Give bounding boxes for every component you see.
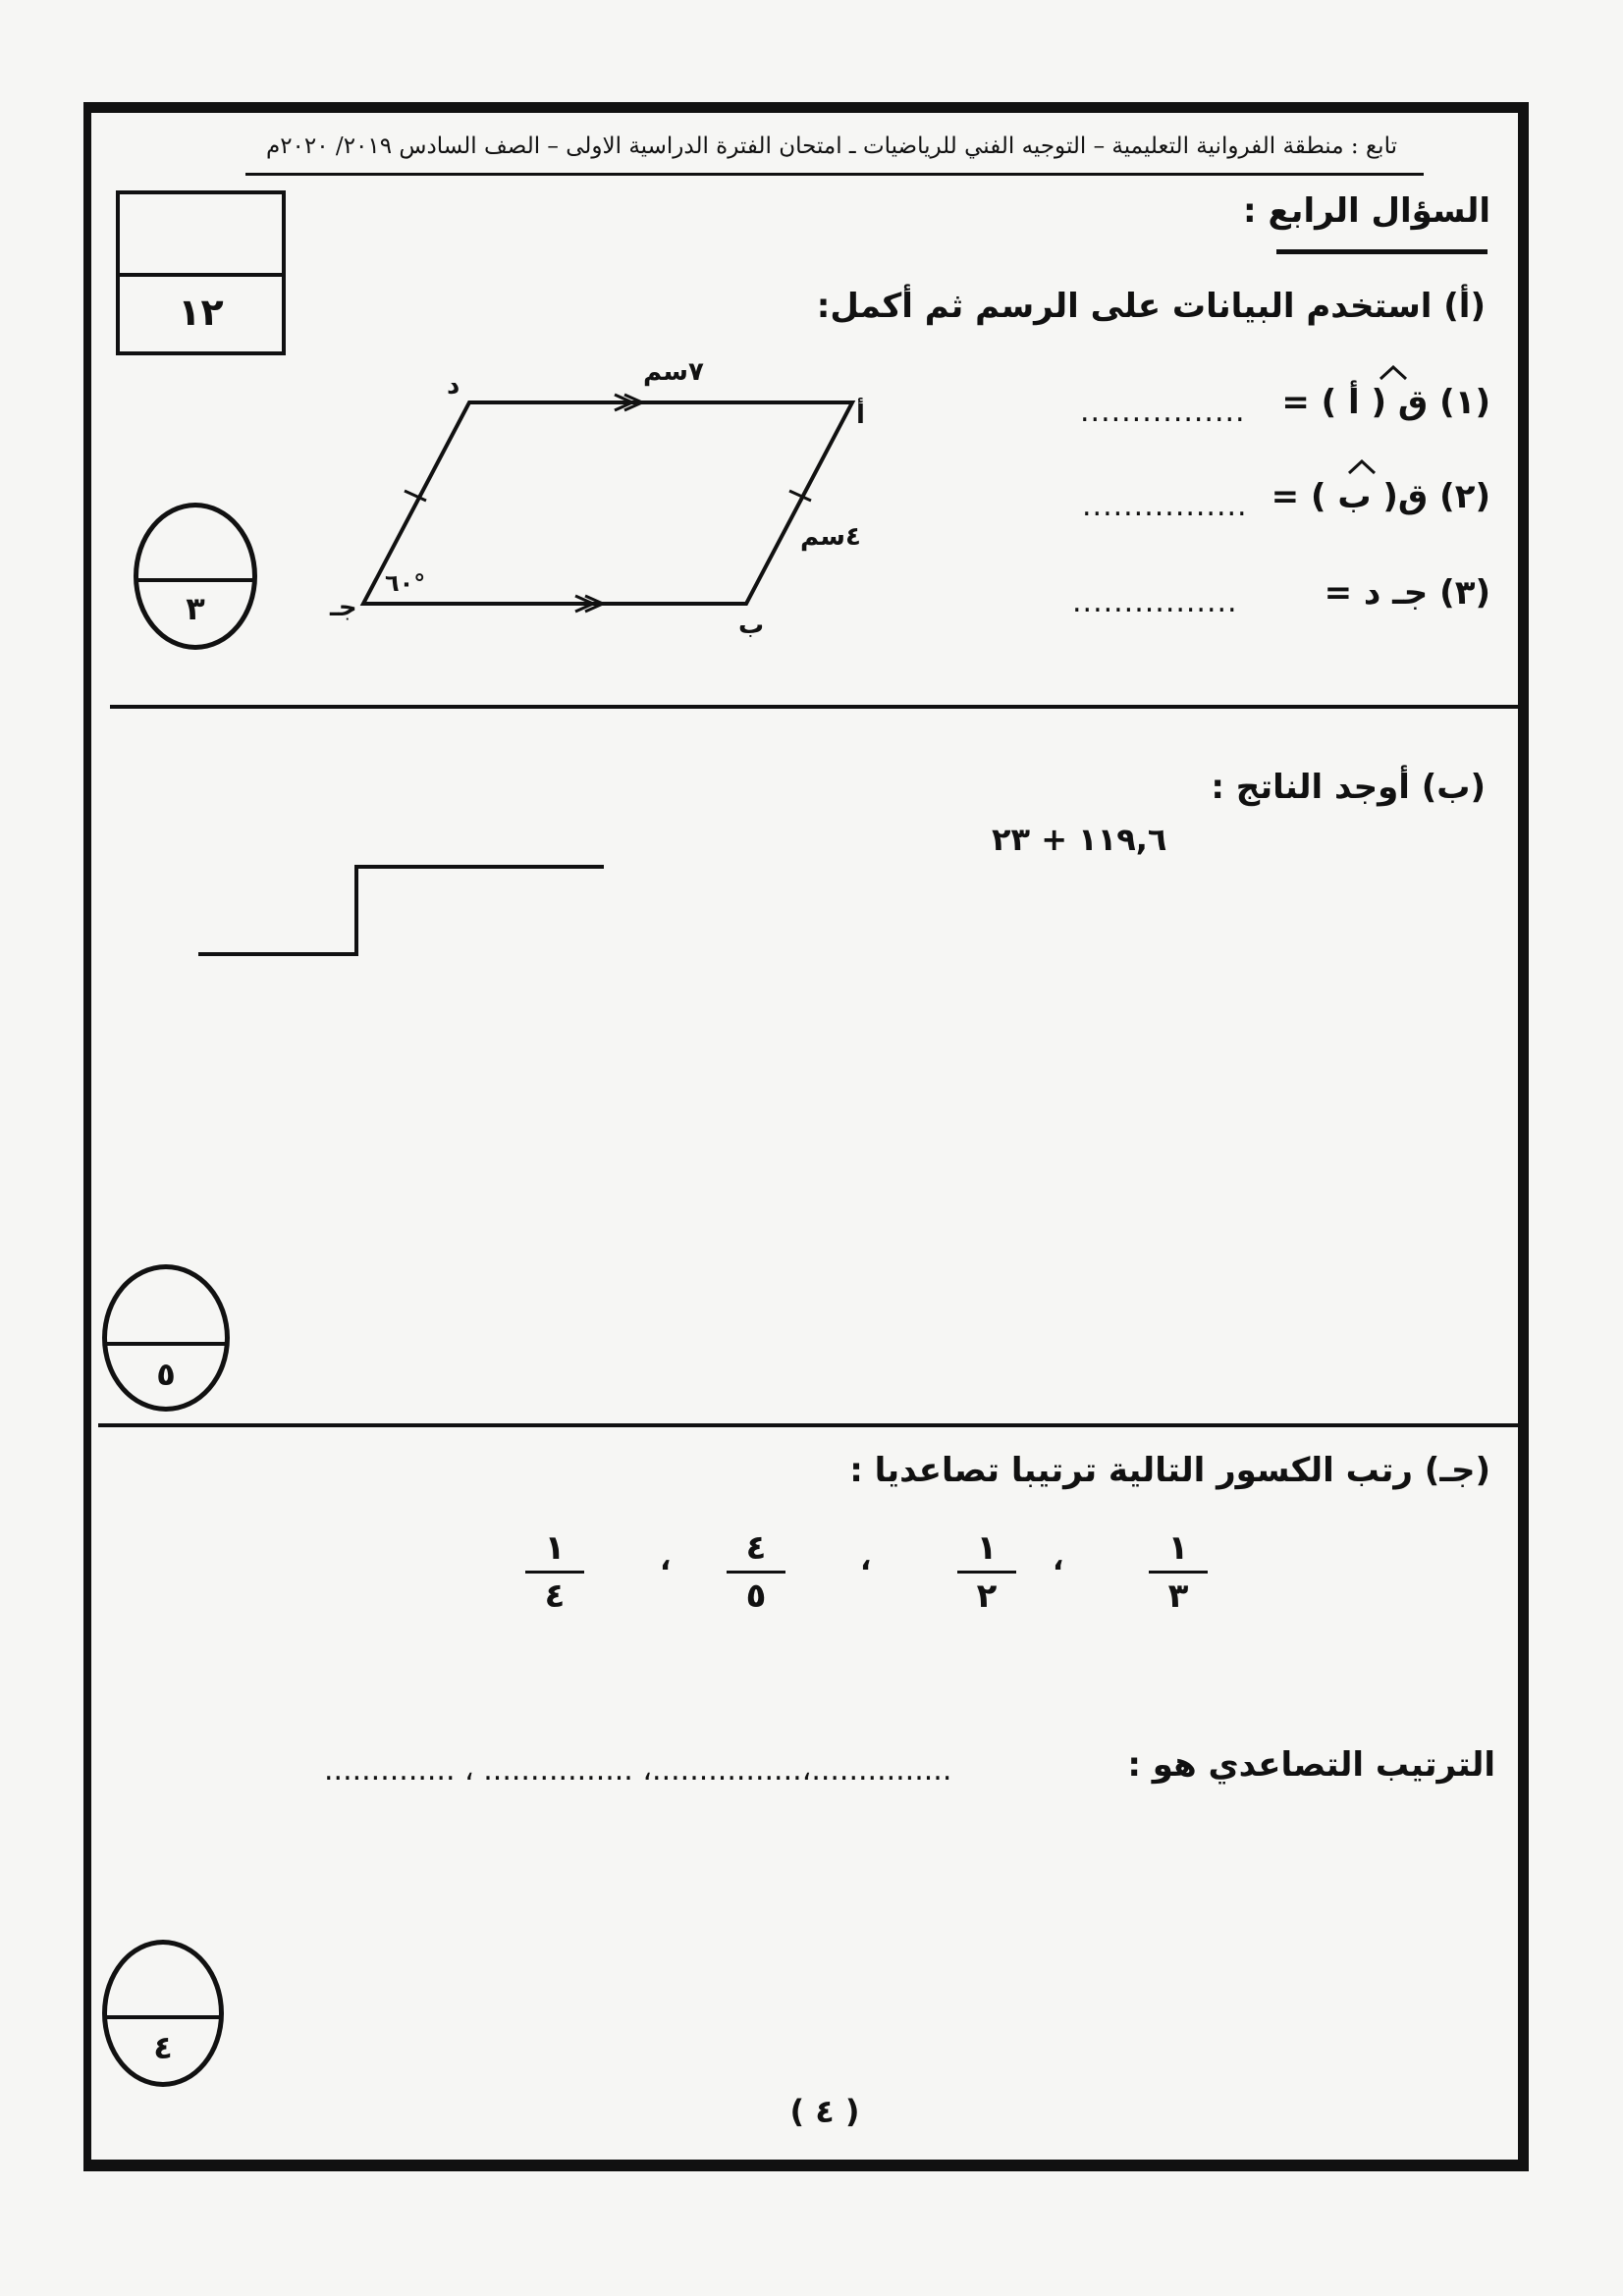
part-a-item-3 [1325,573,1490,613]
part-a-item-3-label: (٣) جـ د = [1324,573,1490,613]
part-a-instruction: (أ) استخدم البيانات على الرسم ثم أكمل: [816,287,1486,326]
page-number: ( ٤ ) [789,2093,860,2130]
working-area-lines [196,859,609,967]
fraction-separator: ، [660,1543,672,1577]
fraction [957,1528,1016,1616]
side-label-top: ٧سم [643,357,704,387]
total-score: ١٢ [178,291,224,334]
fraction-denominator: ٥ [745,1576,767,1616]
part-c-instruction: (جـ) رتب الكسور التالية ترتيبا تصاعديا : [849,1451,1490,1490]
part-a-item-2 [1271,477,1490,516]
fraction-numerator: ١ [544,1528,566,1568]
part-a-item-3-blank: ................ [1072,585,1238,619]
part-a-item-2-label: (٢) ق( ب ) = [1271,477,1490,516]
vertex-label-c: جـ [330,593,357,622]
angle-hat-icon [1347,459,1377,475]
header-underline [245,173,1424,176]
part-c-mark-circle [102,1940,224,2087]
page-header: تابع : منطقة الفروانية التعليمية – التوجيه الفني للرياضيات ـ امتحان الفترة الدراسية الاولى – الصف السادس ٢٠١٩/ ٢٠٢٠م [265,133,1397,159]
part-b-instruction: (ب) أوجد الناتج : [1211,768,1486,807]
part-a-mark: ٣ [186,590,205,627]
part-c-answer-blanks: .............. ، ................ ،................،............... [324,1753,952,1788]
fraction-denominator: ٢ [976,1576,998,1616]
part-a-item-2-blank: ................ [1082,489,1248,523]
section-divider [110,705,1519,709]
question-title-underline [1276,249,1488,254]
part-a-item-1-blank: ................ [1080,395,1246,429]
part-c-mark: ٤ [153,2029,173,2066]
angle-hat-icon [1379,365,1408,381]
question-title: السؤال الرابع : [1243,191,1490,231]
part-a-item-1-label: (١) ق ( أ ) = [1281,383,1490,422]
fraction [525,1528,584,1616]
fraction-denominator: ٤ [544,1576,566,1616]
section-divider [98,1423,1519,1427]
vertex-label-d: د [447,371,460,400]
side-label-right: ٤سم [800,522,861,552]
vertex-label-a: أ [856,400,865,430]
fraction-numerator: ١ [976,1528,998,1568]
parallelogram-figure [314,344,884,648]
fraction-separator: ، [860,1543,872,1577]
part-b-expression: ١١٩,٦ + ٢٣ [992,821,1167,858]
vertex-label-b: ب [738,611,765,640]
total-score-box [116,190,286,355]
angle-label: ٦٠° [385,569,426,597]
fraction-numerator: ٤ [745,1528,767,1568]
fraction-denominator: ٣ [1167,1576,1189,1616]
fraction [1149,1528,1208,1616]
part-b-mark: ٥ [156,1356,176,1393]
part-c-answer-label: الترتيب التصاعدي هو : [1127,1745,1495,1785]
part-a-item-1 [1281,383,1490,422]
fraction-separator: ، [1053,1543,1064,1577]
part-a-mark-circle [134,503,257,650]
part-b-mark-circle [102,1264,230,1412]
fraction-numerator: ١ [1167,1528,1189,1568]
fraction [727,1528,785,1616]
